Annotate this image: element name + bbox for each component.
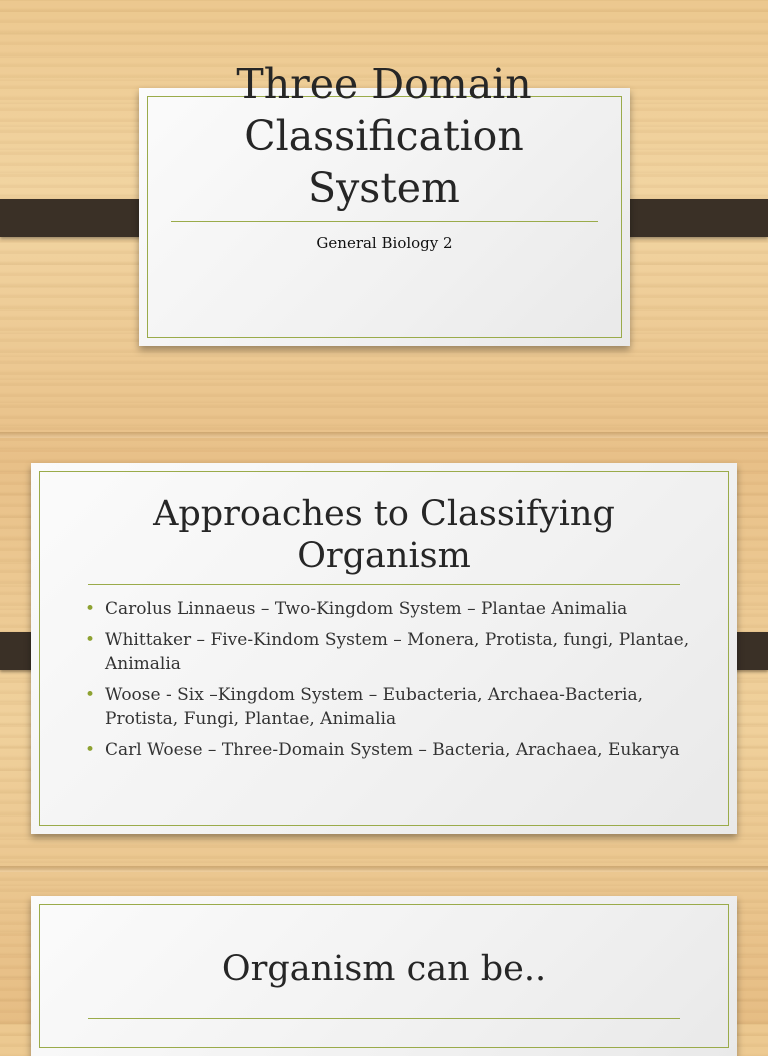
list-item (85, 683, 693, 731)
bullet-text: Carl Woese – Three-Domain System – Bacteria, Arachaea, Eukarya (105, 740, 680, 760)
bullet-text: Whittaker – Five-Kindom System – Monera, Protista, fungi, Plantae, Animalia (105, 630, 690, 674)
right-strap (612, 199, 768, 237)
title-rule (88, 584, 680, 585)
bullet-icon: • (85, 740, 96, 760)
slide-divider (0, 432, 768, 438)
bullet-text: Carolus Linnaeus – Two-Kingdom System – Plantae Animalia (105, 599, 628, 619)
title-rule (88, 1018, 680, 1019)
left-strap (0, 199, 156, 237)
bullet-list (85, 597, 693, 769)
list-item (85, 738, 693, 762)
slide-title: Organism can be.. (221, 949, 547, 989)
bullet-icon: • (85, 630, 96, 650)
slide-title: Three Domain Classification System (236, 60, 532, 212)
bullet-icon: • (85, 599, 96, 619)
organism-slide (31, 896, 737, 1056)
slide-subtitle: General Biology 2 (316, 234, 453, 252)
list-item (85, 597, 693, 621)
list-item (85, 628, 693, 676)
title-rule (171, 221, 598, 222)
slide-title: Approaches to Classifying Organism (153, 494, 615, 576)
slide-divider (0, 866, 768, 872)
approaches-slide (31, 463, 737, 834)
bullet-icon: • (85, 685, 96, 705)
bullet-text: Woose - Six –Kingdom System – Eubacteria, Archaea-Bacteria, Protista, Fungi, Plantae, Animalia (105, 685, 643, 729)
